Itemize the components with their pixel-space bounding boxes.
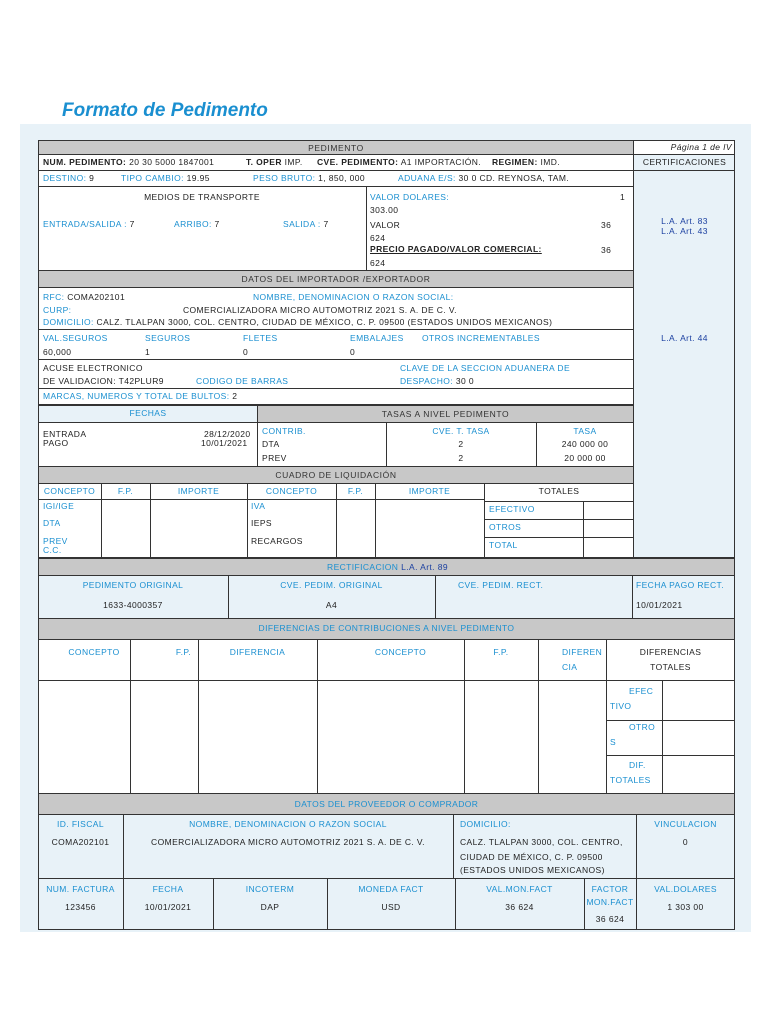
aduana-value: 30 0 CD. REYNOSA, TAM. [458,173,570,183]
valor-value-b: 624 [370,233,386,243]
la-art-83: L.A. Art. 83 [661,216,708,226]
regimen-label: REGIMEN: [492,157,538,167]
dif-col-divider [198,639,199,794]
fact-value-valmon: 36 624 [505,902,534,912]
arribo-label: ARRIBO: [174,219,212,229]
num-pedimento-label: NUM. PEDIMENTO: [43,157,127,167]
regimen-row [492,157,560,168]
val-seguros-value: 60,000 [43,347,72,357]
tasas-row-tasa: 240 000 00 [561,439,609,449]
arribo-row [174,219,220,230]
marcas-row [43,391,237,402]
fact-value-moneda: USD [381,902,401,912]
acuse-validacion-value: T42PLUR9 [118,376,164,386]
tipo-cambio-label: TIPO CAMBIO: [121,173,184,183]
row2-divider [38,186,634,187]
pedimento-band: PEDIMENTO [38,140,634,155]
fact-header-factor-1: FACTOR [591,884,629,894]
dif-col-divider [538,639,539,794]
entrada-salida-label: ENTRADA/SALIDA : [43,219,127,229]
liq-header-totales: TOTALES [538,486,580,496]
despacho-value: 30 0 [455,376,474,386]
precio-pagado-value-a: 36 [601,245,612,255]
entrada-salida-value: 7 [129,219,135,229]
dif-header-diferen: DIFEREN [562,647,603,657]
dif-s: S [610,737,617,747]
acuse-line2 [43,376,164,387]
fact-header-valdol: VAL.DOLARES [654,884,717,894]
valor-dolares-value-a: 1 [620,192,626,202]
rect-header-fecha: FECHA PAGO RECT. [636,580,724,590]
acuse-divider [38,388,634,389]
arribo-value: 7 [214,219,220,229]
salida-label: SALIDA : [283,219,321,229]
liq-total-item: OTROS [489,522,522,532]
fact-header-valmon: VAL.MON.FACT [486,884,553,894]
dif-col-divider [464,639,465,794]
valor-dolares-value-b: 303.00 [370,205,399,215]
liq-header-fp: F.P. [117,486,134,496]
page-title: Formato de Pedimento [62,100,268,121]
destino-value: 9 [89,173,95,183]
rect-col-divider [435,575,436,619]
acuse-validacion-label: DE VALIDACION: [43,376,116,386]
rect-value-fecha: 10/01/2021 [636,600,683,610]
dif-totals-divider [606,720,735,721]
proveedor-band: DATOS DEL PROVEEDOR O COMPRADOR [294,799,479,809]
regimen-value: IMD. [540,157,561,167]
aduana-row [398,173,569,184]
tasas-row-cve: 2 [458,439,464,449]
valor-value-a: 36 [601,220,612,230]
tasas-row-tasa: 20 000 00 [564,453,606,463]
liquidacion-band: CUADRO DE LIQUIDACIÓN [38,466,634,484]
valor-dolares-label: VALOR DOLARES: [370,192,450,202]
dif-header-concepto: CONCEPTO [68,647,120,657]
rect-header-original: PEDIMENTO ORIGINAL [82,580,184,590]
rfc-value: COMA202101 [67,292,126,302]
fletes-value: 0 [243,347,249,357]
cve-pedimento-row [317,157,481,168]
fletes-label: FLETES [243,333,278,343]
embalajes-value: 0 [350,347,356,357]
marcas-value: 2 [232,391,238,401]
dif-header-totales-1: DIFERENCIAS [639,647,702,657]
rect-header-cve-original: CVE. PEDIM. ORIGINAL [280,580,383,590]
dif-header-fp: F.P. [175,647,192,657]
fecha-entrada-value: 28/12/2020 [204,429,251,439]
t-oper-row [246,157,303,168]
rectificacion-band-text [39,562,736,573]
domicilio-label: DOMICILIO: [43,317,94,327]
prov-value-vinculacion: 0 [682,837,689,847]
tasas-row-contrib: PREV [262,453,287,463]
marcas-label: MARCAS, NUMEROS Y TOTAL DE BULTOS: [43,391,230,401]
certificaciones-label: CERTIFICACIONES [642,157,727,167]
nombre-label: NOMBRE, DENOMINACION O RAZON SOCIAL: [253,292,454,302]
diferencias-band: DIFERENCIAS DE CONTRIBUCIONES A NIVEL PEDIMENTO [258,623,515,633]
liq-mid-item: RECARGOS [251,536,303,546]
importador-band: DATOS DEL IMPORTADOR /EXPORTADOR [38,270,634,288]
t-oper-value: IMP. [284,157,303,167]
dif-totales: TOTALES [610,775,651,785]
fact-value-num: 123456 [65,902,96,912]
dif-col-divider [130,639,131,794]
precio-pagado-label: PRECIO PAGADO/VALOR COMERCIAL: [370,244,542,254]
liq-header-importe: IMPORTE [177,486,220,496]
prov-row-divider [38,878,735,879]
prov-value-id: COMA202101 [51,837,110,847]
fact-header-moneda: MONEDA FACT [358,884,424,894]
fact-header-fecha: FECHA [152,884,184,894]
liq-totals-divider [484,519,634,520]
prov-value-domicilio-3: (ESTADOS UNIDOS MEXICANOS) [460,865,605,875]
fact-value-incoterm: DAP [260,902,280,912]
tasas-tasa-header: TASA [573,426,597,436]
embalajes-label: EMBALAJES [350,333,404,343]
dif-efec: EFEC [629,686,654,696]
dif-col-divider [662,680,663,794]
importador-divider [38,329,634,330]
fact-header-num: NUM. FACTURA [46,884,115,894]
valor-label: VALOR [370,220,401,230]
rectificacion-label: RECTIFICACION [327,562,399,572]
liq-header-concepto: CONCEPTO [43,486,96,496]
liq-header-fp-2: F.P. [347,486,364,496]
liq-left-item: DTA [43,518,61,528]
salida-row [283,219,329,230]
fact-header-factor-2: MON.FACT [586,897,634,907]
dif-header-fp-2: F.P. [493,647,509,657]
liq-mid-item: IEPS [251,518,272,528]
fact-header-incoterm: INCOTERM [245,884,295,894]
precio-pagado-value-b: 624 [370,258,386,268]
dif-header-diferencia: DIFERENCIA [229,647,286,657]
seguros-value: 1 [145,347,151,357]
num-pedimento-row [43,157,214,168]
tasas-cve-header: CVE. T. TASA [432,426,490,436]
cve-pedimento-value: A1 IMPORTACIÓN. [400,157,482,167]
liq-header-importe-2: IMPORTE [408,486,451,496]
despacho-label: DESPACHO: [400,376,454,386]
domicilio-value: CALZ. TLALPAN 3000, COL. CENTRO, CIUDAD DE MÉXICO, C. P. 09500 (ESTADOS UNIDOS MEXICANOS) [96,317,553,327]
peso-bruto-label: PESO BRUTO: [253,173,316,183]
prov-col-divider [453,814,454,878]
la-art-43: L.A. Art. 43 [661,226,708,236]
liq-total-item: EFECTIVO [489,504,535,514]
dif-col-divider [317,639,318,794]
rect-value-cve-original: A4 [325,600,338,610]
prov-value-domicilio-2: CIUDAD DE MÉXICO, C. P. 09500 [460,852,603,862]
rect-col-divider [632,575,633,619]
acuse-line1: ACUSE ELECTRONICO [43,363,143,373]
row1-divider [38,170,634,171]
otros-incrementables-label: OTROS INCREMENTABLES [422,333,540,343]
prov-value-nombre: COMERCIALIZADORA MICRO AUTOMOTRIZ 2021 S. A. DE C. V. [151,837,425,847]
despacho-row [400,376,474,387]
dif-header-totales-2: TOTALES [650,662,691,672]
liq-totals-divider [484,501,634,502]
liq-col-divider [583,501,584,558]
entrada-salida-row [43,219,135,230]
prov-header-domicilio: DOMICILIO: [460,819,511,829]
transporte-valores-divider [366,186,367,270]
dif-otro: OTRO [629,722,656,732]
prov-value-domicilio-1: CALZ. TLALPAN 3000, COL. CENTRO, [460,837,623,847]
fact-value-fecha: 10/01/2021 [144,902,192,912]
val-seguros-label: VAL.SEGUROS [43,333,108,343]
liq-left-item: PREV [43,536,68,546]
medios-transporte-title: MEDIOS DE TRANSPORTE [144,192,260,202]
tipo-cambio-row [121,173,210,184]
tasas-band: TASAS A NIVEL PEDIMENTO [257,405,634,423]
peso-bruto-value: 1, 850, 000 [318,173,366,183]
fact-value-valdol: 1 303 00 [667,902,704,912]
dif-totals-divider [606,755,735,756]
rfc-row [43,292,125,303]
prov-header-vinculacion: VINCULACION [654,819,717,829]
curp-label: CURP: [43,305,72,315]
aduana-label: ADUANA E/S: [398,173,456,183]
dif-dif: DIF. [629,760,646,770]
rfc-label: RFC: [43,292,65,302]
liquidacion-header-divider [38,499,484,500]
cert-divider [634,170,735,171]
fecha-pago-label: PAGO [43,438,69,448]
pedimento-form [38,140,735,930]
prov-header-nombre: NOMBRE, DENOMINACION O RAZON SOCIAL [189,819,387,829]
incrementables-divider [38,359,634,360]
t-oper-label: T. OPER [246,157,282,167]
seguros-label: SEGUROS [145,333,191,343]
liq-total-item: TOTAL [489,540,518,550]
rect-header-cve-rect: CVE. PEDIM. RECT. [458,580,544,590]
rectificacion-art: L.A. Art. 89 [401,562,448,572]
destino-row [43,173,94,184]
nombre-value: COMERCIALIZADORA MICRO AUTOMOTRIZ 2021 S. A. DE C. V. [183,305,457,315]
fechas-band: FECHAS [129,408,167,418]
salida-value: 7 [323,219,329,229]
liq-mid-item: IVA [251,501,266,511]
fact-value-factor: 36 624 [595,914,625,924]
liq-header-concepto-2: CONCEPTO [265,486,318,496]
dif-tivo: TIVO [610,701,632,711]
dif-header-divider [38,680,735,681]
peso-bruto-row [253,173,365,184]
la-art-44: L.A. Art. 44 [661,333,708,343]
clave-seccion-label: CLAVE DE LA SECCION ADUANERA DE [400,363,571,373]
liq-left-item: IGI/IGE [43,501,75,511]
fecha-entrada-label: ENTRADA [43,429,87,439]
cve-pedimento-label: CVE. PEDIMENTO: [317,157,399,167]
prov-header-id: ID. FISCAL [57,819,104,829]
fechas-tasas-divider [257,423,258,467]
domicilio-row [43,317,552,328]
destino-label: DESTINO: [43,173,87,183]
page-indicator: Página 1 de IV [670,142,732,152]
tasas-row-contrib: DTA [262,439,280,449]
dif-header-concepto-2: CONCEPTO [374,647,427,657]
codigo-barras-label: CODIGO DE BARRAS [196,376,289,386]
liq-totals-divider [484,537,634,538]
num-pedimento-value: 20 30 5000 1847001 [129,157,215,167]
tasas-row-cve: 2 [458,453,464,463]
rectificacion-band [38,558,735,576]
rect-value-original: 1633-4000357 [103,600,163,610]
tipo-cambio-value: 19.95 [186,173,210,183]
certificaciones-column [633,154,735,558]
dif-header-cia: CIA [562,662,578,672]
tasas-contrib-header: CONTRIB. [262,426,306,436]
fecha-pago-value: 10/01/2021 [201,438,248,448]
liq-left-item: C.C. [43,545,62,555]
